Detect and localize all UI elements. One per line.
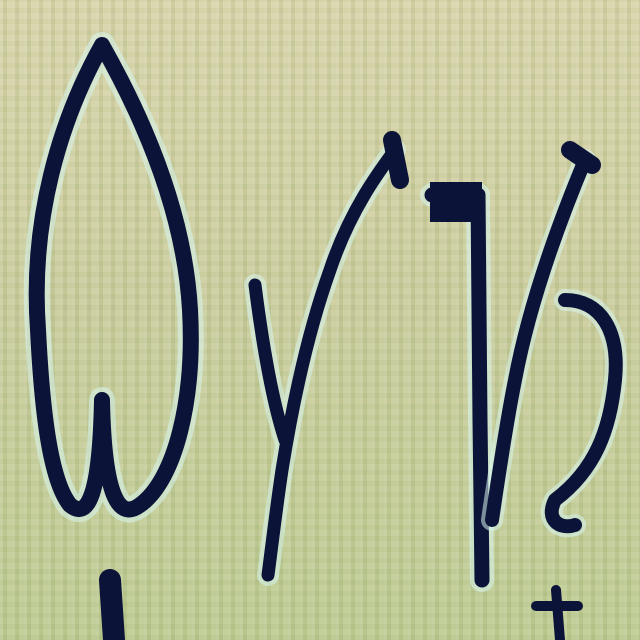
captcha-char-3 <box>430 182 482 580</box>
captcha-char-2 <box>255 140 400 575</box>
seven-bar <box>430 182 482 222</box>
captcha-char-4 <box>492 150 616 640</box>
captcha-char-1 <box>37 45 191 640</box>
